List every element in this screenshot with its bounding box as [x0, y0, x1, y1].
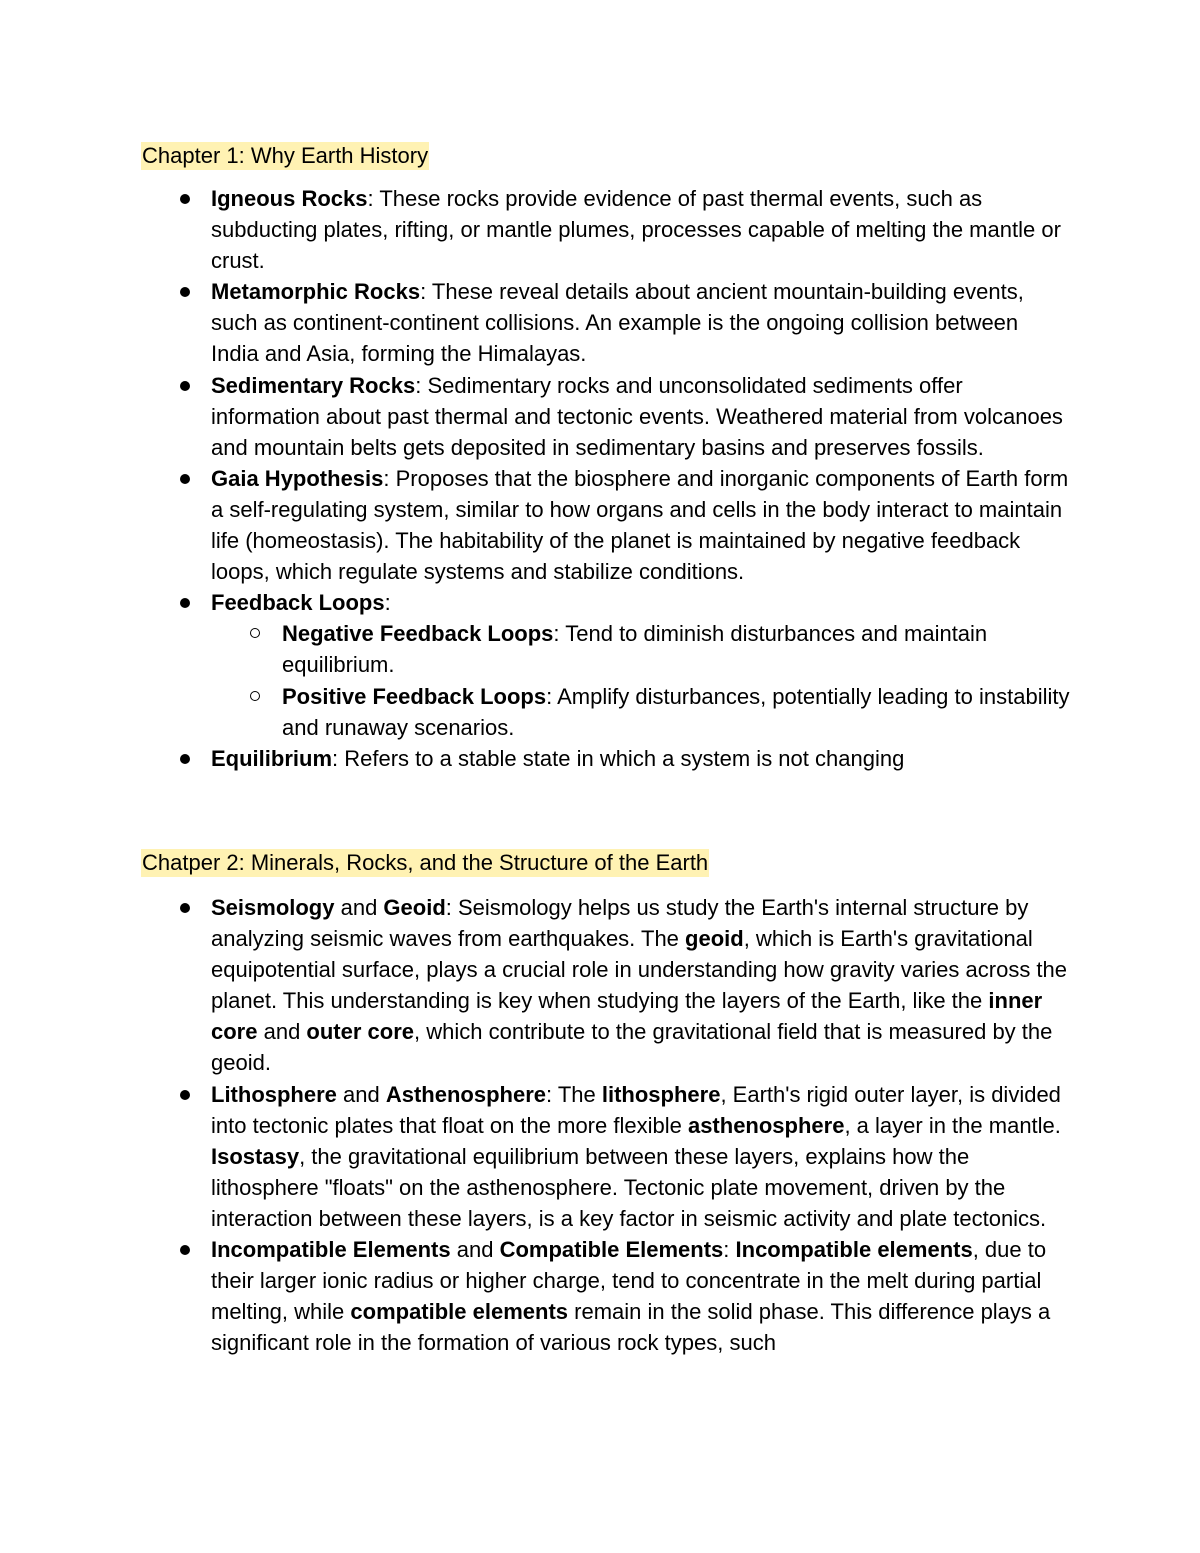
- text: , a layer in the mantle.: [844, 1112, 1061, 1138]
- term: Equilibrium: [211, 745, 332, 771]
- chapter-1-list: [0, 183, 1200, 774]
- bold-term: inner core: [211, 988, 1043, 1045]
- description: These reveal details about ancient mountain-building events, such as continent-continent collisions. An example is the ongoing collision between India and Asia, forming the Himalayas.: [211, 279, 1024, 367]
- text: , which is Earth's gravitational equipotential surface, plays a crucial role in understanding how gravity varies across the planet. This understanding is key when studying the layers of the Earth, like the: [211, 926, 1068, 1014]
- text: , Earth's rigid outer layer, is divided into tectonic plates that float on the more flexible: [211, 1081, 1061, 1138]
- bullet-icon: [180, 194, 190, 204]
- term: Sedimentary Rocks: [211, 372, 416, 398]
- bullet-icon: [180, 903, 190, 913]
- term: Asthenosphere: [385, 1081, 546, 1107]
- bullet-icon: [180, 598, 190, 608]
- separator: :: [384, 590, 391, 616]
- description: Refers to a stable state in which a system is not changing: [344, 745, 905, 771]
- chapter-1-title: Chapter 1: Why Earth History: [142, 143, 429, 168]
- term: Incompatible Elements: [211, 1237, 451, 1263]
- text: : The: [546, 1081, 602, 1107]
- separator: :: [332, 745, 345, 771]
- bold-term: Isostasy: [211, 1143, 300, 1169]
- separator: :: [367, 186, 380, 211]
- bullet-icon: [180, 754, 190, 764]
- bold-term: compatible elements: [350, 1299, 569, 1325]
- list-item: [0, 183, 1200, 276]
- term: Igneous Rocks: [211, 186, 368, 211]
- text: and: [334, 895, 384, 920]
- list-item: [0, 1234, 1200, 1358]
- description: Sedimentary rocks and unconsolidated sediments offer information about past thermal and tectonic events. Weathered material from volcanoes and mountain belts gets deposited in sedimentary basins and preserves fossils.: [211, 372, 1063, 460]
- text: , which contribute to the gravitational field that is measured by the geoid.: [211, 1019, 1053, 1076]
- description: Amplify disturbances, potentially leading to instability and runaway scenarios.: [282, 683, 1070, 740]
- term: Geoid: [383, 895, 446, 920]
- bullet-icon: [180, 1090, 190, 1100]
- chapter-2-title: Chatper 2: Minerals, Rocks, and the Structure of the Earth: [142, 850, 709, 875]
- text: :: [723, 1237, 736, 1263]
- separator: :: [420, 279, 432, 305]
- bold-term: outer core: [306, 1019, 415, 1045]
- term: Seismology: [211, 895, 335, 920]
- bullet-icon: [180, 1245, 190, 1255]
- list-item: [0, 743, 1200, 774]
- description: Tend to diminish disturbances and maintain equilibrium.: [282, 621, 988, 678]
- list-item: [0, 370, 1200, 463]
- bold-term: lithosphere: [601, 1081, 721, 1107]
- separator: :: [553, 621, 566, 647]
- separator: :: [415, 372, 428, 398]
- text: and: [257, 1019, 307, 1045]
- separator: :: [383, 465, 396, 491]
- text: and: [450, 1237, 500, 1263]
- bold-term: asthenosphere: [687, 1112, 845, 1138]
- list-item: [0, 463, 1200, 587]
- term: Positive Feedback Loops: [282, 683, 547, 709]
- description: Proposes that the biosphere and inorganic components of Earth form a self-regulating system, similar to how organs and cells in the body interact to maintain life (homeostasis). The habitability of the planet is maintained by negative feedback loops, which regulate systems and stabilize conditions.: [211, 465, 1069, 585]
- bold-term: Incompatible elements: [735, 1237, 973, 1263]
- sub-list-item: [0, 681, 1200, 743]
- hollow-bullet-icon: [250, 628, 260, 638]
- text: and: [336, 1081, 386, 1107]
- hollow-bullet-icon: [250, 691, 260, 701]
- text: , the gravitational equilibrium between these layers, explains how the lithosphere "floats" on the asthenosphere. Tectonic plate movement, driven by the interaction between these layers, is a key factor in seismic activity and plate tectonics.: [211, 1143, 1047, 1231]
- sub-list-item: [0, 618, 1200, 680]
- text: remain in the solid phase. This difference plays a significant role in the formation of various rock types, such: [211, 1299, 1051, 1356]
- list-item: [0, 1079, 1200, 1234]
- term: Negative Feedback Loops: [282, 621, 554, 647]
- chapter-1-heading: [141, 140, 429, 171]
- bullet-icon: [180, 381, 190, 391]
- list-item: [0, 587, 1200, 618]
- list-item: [0, 892, 1200, 1079]
- term: Metamorphic Rocks: [211, 279, 421, 305]
- term: Lithosphere: [211, 1081, 337, 1107]
- term: Gaia Hypothesis: [211, 465, 384, 491]
- bullet-icon: [180, 474, 190, 484]
- bullet-icon: [180, 287, 190, 297]
- term: Feedback Loops: [211, 590, 385, 616]
- chapter-2-list: [0, 892, 1200, 1358]
- text: : Seismology helps us study the Earth's internal structure by analyzing seismic waves from earthquakes. The: [211, 895, 1029, 952]
- description: These rocks provide evidence of past thermal events, such as subducting plates, rifting, or mantle plumes, processes capable of melting the mantle or crust.: [211, 186, 1061, 274]
- bold-term: geoid: [685, 926, 744, 952]
- term: Compatible Elements: [499, 1237, 724, 1263]
- text: , due to their larger ionic radius or higher charge, tend to concentrate in the melt during partial melting, while: [211, 1237, 1047, 1325]
- list-item: [0, 276, 1200, 369]
- separator: :: [546, 683, 558, 709]
- chapter-2-heading: [141, 847, 709, 878]
